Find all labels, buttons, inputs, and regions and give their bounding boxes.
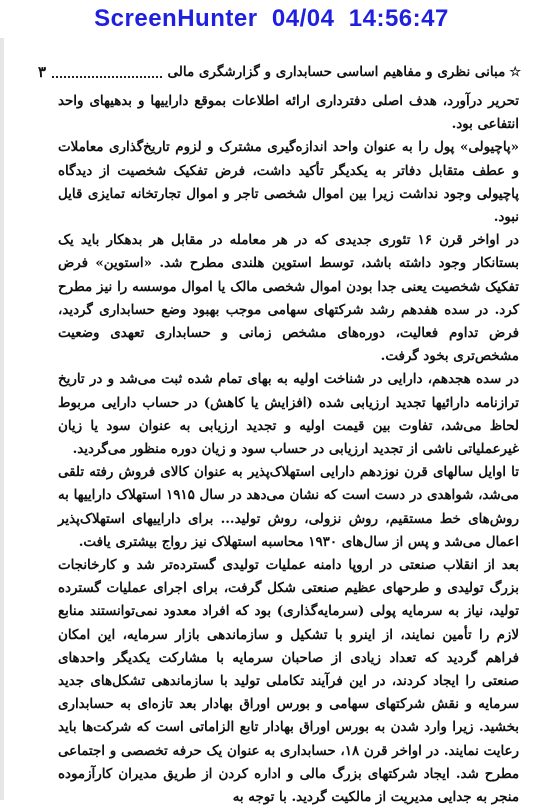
page-header — [38, 60, 521, 84]
paragraph: تا اوایل سالهای قرن نوزدهم دارایی استهلاک‌پذیر به عنوان کالای فروش رفته تلقی می‌شد، شواهدی در دست است که نشان می‌دهد در سال ۱۹۱۵ استهلاک داراییها به روش‌های خط مستقیم، روش نزولی، روش تولید... برای داراییهای استهلاک‌پذیر اعمال می‌شد و پس از سال‌های ۱۹۳۰ محاسبه استهلاک نیز رواج بیشتری یافت. — [58, 464, 519, 550]
window-left-edge — [0, 38, 4, 800]
header-dot-leader — [52, 67, 161, 78]
star-outline-icon: ☆ — [509, 64, 521, 80]
screenhunter-banner: ScreenHunter 04/04 14:56:47 — [94, 5, 449, 32]
body-text — [58, 90, 519, 806]
paragraph: «پاچیولی» پول را به عنوان واحد اندازه‌گیری مشترک و لزوم تاریخ‌گذاری معاملات و عطف متقابل دفاتر به یکدیگر تأکید داشت، فرض تفکیک شخصیت از دیدگاه پاچیولی وجود نداشت زیرا بین اموال شخصی تاجر و اموال تجارتخانه تمایزی قایل نبود. — [58, 139, 519, 226]
running-title — [168, 64, 521, 80]
paragraph: بعد از انقلاب صنعتی در اروپا دامنه عملیات تولیدی گسترده‌تر شد و کارخانجات بزرگ تولیدی و طرحهای عظیم صنعتی شکل گرفت، برای اجرای عملیات گسترده تولید، نیاز به سرمایه پولی (سرمایه‌گذاری) بود که افراد معدود نمی‌توانستند منابع لازم را تأمین نمایند، از اینرو با تشکیل و سازماندهی بازار سرمایه، این امکان فراهم گردید که تعداد زیادی از صاحبان سرمایه با مشارکت یکدیگر واحدهای صنعتی را ایجاد کردند، در این فرآیند تکاملی تولید با سازماندهی تشکل‌های جدید سرمایه و نقش شرکتهای سهامی و بورس اوراق بهادار بعد تازه‌ای به حسابداری بخشید. زیرا وارد شدن به بورس اوراق بهادار تابع الزاماتی است که شرکت‌ها باید رعایت نمایند. در اواخر قرن ۱۸، حسابداری به عنوان یک حرفه تخصصی و اجتماعی مطرح شد. ایجاد شرکتهای بزرگ مالی و اداره کردن از طریق مدیران کارآزموده منجر به جدایی مدیریت از مالکیت گردید. با توجه به — [58, 557, 519, 806]
page-number: ۳ — [38, 63, 47, 81]
paragraph: تحریر درآورد، هدف اصلی دفترداری ارائه اطلاعات بموقع داراییها و بدهیهای واحد انتفاعی بود. — [58, 93, 519, 133]
paragraph: در اواخر قرن ۱۶ تئوری جدیدی که در هر معامله در مقابل هر بدهکار باید یک بستانکار وجود داشته باشد، توسط استوین هلندی مطرح شد. «استوین» فرض تفکیک شخصیت یعنی جدا بودن اموال شخصی مالک یا اموال موسسه را نیز مطرح کرد. در سده هفدهم رشد شرکتهای سهامی موجب بهبود وضع حسابداری گردید، فرض تداوم فعالیت، دوره‌های مشخص زمانی و حسابداری تعهدی وضعیت مشخص‌تری بخود گرفت. — [58, 232, 519, 365]
paragraph: در سده هجدهم، دارایی در شناخت اولیه به بهای تمام شده ثبت می‌شد و در تاریخ ترازنامه دارائیها تجدید ارزیابی شده (افزایش یا کاهش) در حساب دارایی مربوط لحاظ می‌شد، تفاوت بین قیمت اولیه و تجدید ارزیابی به عنوان سود یا زیان غیرعملیاتی ناشی از تجدید ارزیابی در حساب سود و زیان دوره منظور می‌گردید. — [58, 371, 519, 458]
running-title-text: مبانی نظری و مفاهیم اساسی حسابداری و گزارشگری مالی — [167, 64, 506, 80]
